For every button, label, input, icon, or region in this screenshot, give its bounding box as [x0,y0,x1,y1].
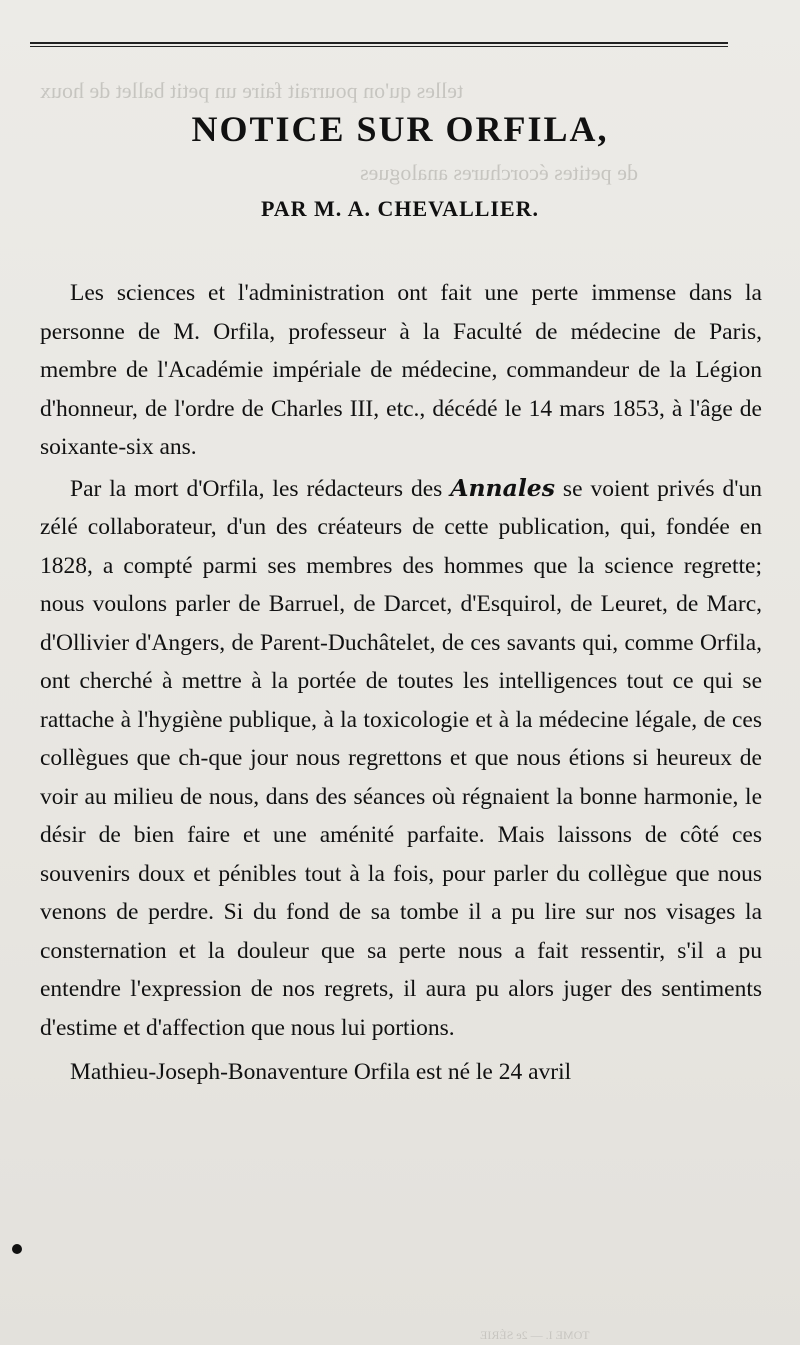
show-through-text: telles qu'on pourrait faire un petit ballet de houx [40,78,464,103]
paragraph-2-start: Par la mort d'Orfila, les rédacteurs des [70,475,451,502]
page-title: NOTICE SUR ORFILA, [191,109,609,149]
paragraph-2 [40,469,762,1048]
show-through-text: de petites écorchures analogues [360,160,638,185]
paragraph-2-rest: se voient privés d'un zélé collaborateur, d'un des créateurs de cette publication, qui, fondée en 1828, a compté parmi ses membres des hommes que la science regrette; nous voulons parler de Barruel, de Darcet, d'Esquirol, de Leuret, de Marc, d'Ollivier d'Angers, de Parent-Duchâtelet, de ces savants qui, comme Orfila, ont cherché à mettre à la portée de toutes les intelligences tout ce qui se rattache à l'hygiène publique, à la toxicologie et à la médecine légale, de ces collègues que ch-que jour nous regrettons et que nous étions si heureux de voir au milieu de nous, dans des séances où régnaient la bonne harmonie, le désir de bien faire et une aménité parfaite. Mais laissons de côté ces souvenirs doux et pénibles tout à la fois, pour parler du collègue que nous venons de perdre. Si du fond de sa tombe il a pu lire sur nos visages la consternation et la douleur que sa perte nous a fait ressentir, s'il a pu entendre l'expression de nos regrets, il aura pu alors juger des sentiments d'estime et d'affection que nous lui portions. [40,475,762,1041]
article-body [40,274,762,1094]
paragraph-3: Mathieu-Joseph-Bonaventure Orfila est né le 24 avril [70,1059,572,1085]
header-rule [30,42,728,47]
author-byline: PAR M. A. CHEVALLIER. [260,196,540,221]
journal-title: Annales [450,473,555,502]
margin-dot [12,1244,22,1254]
paragraph-1: Les sciences et l'administration ont fait une perte immense dans la personne de M. Orfila, professeur à la Faculté de médecine de Paris, membre de l'Académie impériale de médecine, commandeur de la Légion d'honneur, de l'ordre de Charles III, etc., décédé le 14 mars 1853, à l'âge de soixante-six ans. [40,280,762,460]
show-through-footer: TOME I. — 2e SÉRIE [480,1328,590,1342]
